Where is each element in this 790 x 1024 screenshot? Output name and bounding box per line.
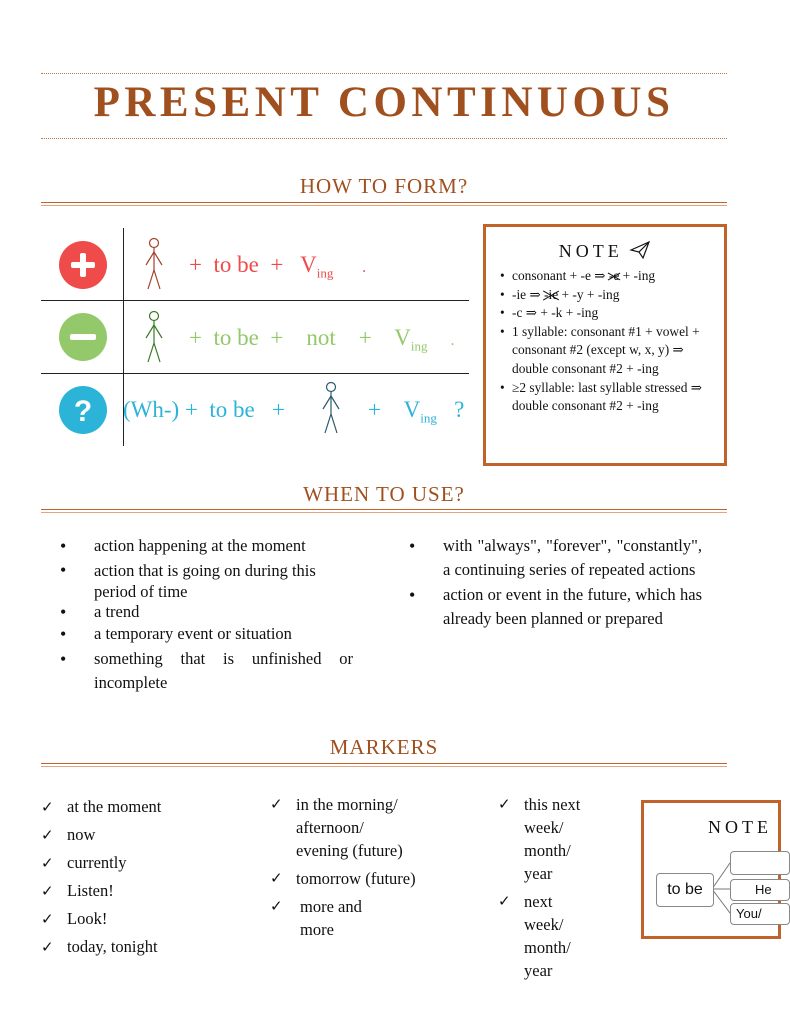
marker-item: ✓ tomorrow (future) <box>270 867 420 890</box>
note-rule: • -ie ⇒ -ie + -y + -ing <box>498 286 720 305</box>
title-divider <box>41 138 727 139</box>
person-icon <box>143 310 165 364</box>
negative-formula: + to be + not + $V_{ing}$ . <box>189 325 455 354</box>
svg-text:?: ? <box>73 395 93 428</box>
note-rule: • 1 syllable: consonant #1 + vowel + consonant #2 (except w, x, y) ⇒ double consonant #2 + -ing <box>498 323 720 379</box>
use-item: • action or event in the future, which has already been planned or prepared <box>409 583 702 631</box>
section-heading-markers: MARKERS <box>329 735 439 759</box>
person-icon <box>143 237 165 291</box>
section-rule <box>41 509 727 513</box>
note-rule: • ≥2 syllable: last syllable stressed ⇒ double consonant #2 + -ing <box>498 379 720 416</box>
note-title: NOTE <box>486 241 724 262</box>
form-row-divider <box>41 300 469 301</box>
markers-col-3 <box>498 793 618 982</box>
question-formula-start: (Wh-) + to be + <box>123 397 286 422</box>
positive-formula: + to be + $V_{ing}$ . <box>189 252 367 281</box>
note-box-2 <box>641 800 781 939</box>
branch-box-mid: He <box>730 879 790 901</box>
branch-box-top <box>730 851 790 875</box>
use-item: • action happening at the moment <box>60 534 353 558</box>
uses-left <box>60 534 353 695</box>
plus-circle-icon <box>59 241 107 289</box>
note-rules <box>498 267 720 416</box>
use-item: • a trend <box>60 600 353 624</box>
uses-right <box>409 534 702 631</box>
branch-box-bottom: You/ <box>730 903 790 925</box>
use-item: • with "always", "forever", "constantly", a continuing series of repeated actions <box>409 534 702 582</box>
section-rule <box>41 763 727 767</box>
paper-plane-icon <box>629 241 651 259</box>
marker-item: ✓ next week/ month/ year <box>498 890 574 982</box>
markers-col-2 <box>270 793 420 941</box>
marker-item: ✓ now <box>41 821 241 849</box>
use-item: • a temporary event or situation <box>60 622 353 646</box>
note-box <box>483 224 727 466</box>
marker-item: ✓ at the moment <box>41 793 241 821</box>
question-circle-icon <box>59 386 107 434</box>
section-heading-how: HOW TO FORM? <box>299 174 469 198</box>
note-rule: • -c ⇒ + -k + -ing <box>498 304 720 323</box>
top-divider <box>41 73 727 74</box>
to-be-box: to be <box>656 873 714 907</box>
note-2-title: NOTE <box>708 817 772 837</box>
use-item: • action that is going on during this period of time <box>60 560 353 602</box>
marker-item: ✓ today, tonight <box>41 933 241 961</box>
form-row-divider <box>41 373 469 374</box>
marker-item: ✓ in the morning/ afternoon/ evening (future) <box>270 793 416 862</box>
question-formula-end: + $V_{ing}$ ? <box>368 397 465 426</box>
marker-item: ✓ currently <box>41 849 241 877</box>
use-item: • something that is unfinished or incomplete <box>60 647 353 695</box>
note-rule: • consonant + -e ⇒ -e + -ing <box>498 267 720 286</box>
page-title: PRESENT CONTINUOUS <box>93 79 675 126</box>
marker-item: ✓ Listen! <box>41 877 241 905</box>
marker-item: ✓ Look! <box>41 905 241 933</box>
section-heading-when: WHEN TO USE? <box>303 482 465 506</box>
markers-col-1 <box>41 793 241 961</box>
marker-item: ✓ this next week/ month/ year <box>498 793 594 885</box>
person-icon <box>320 381 342 435</box>
minus-circle-icon <box>59 313 107 361</box>
section-rule <box>41 202 727 206</box>
marker-item: ✓ more and more <box>270 895 382 941</box>
